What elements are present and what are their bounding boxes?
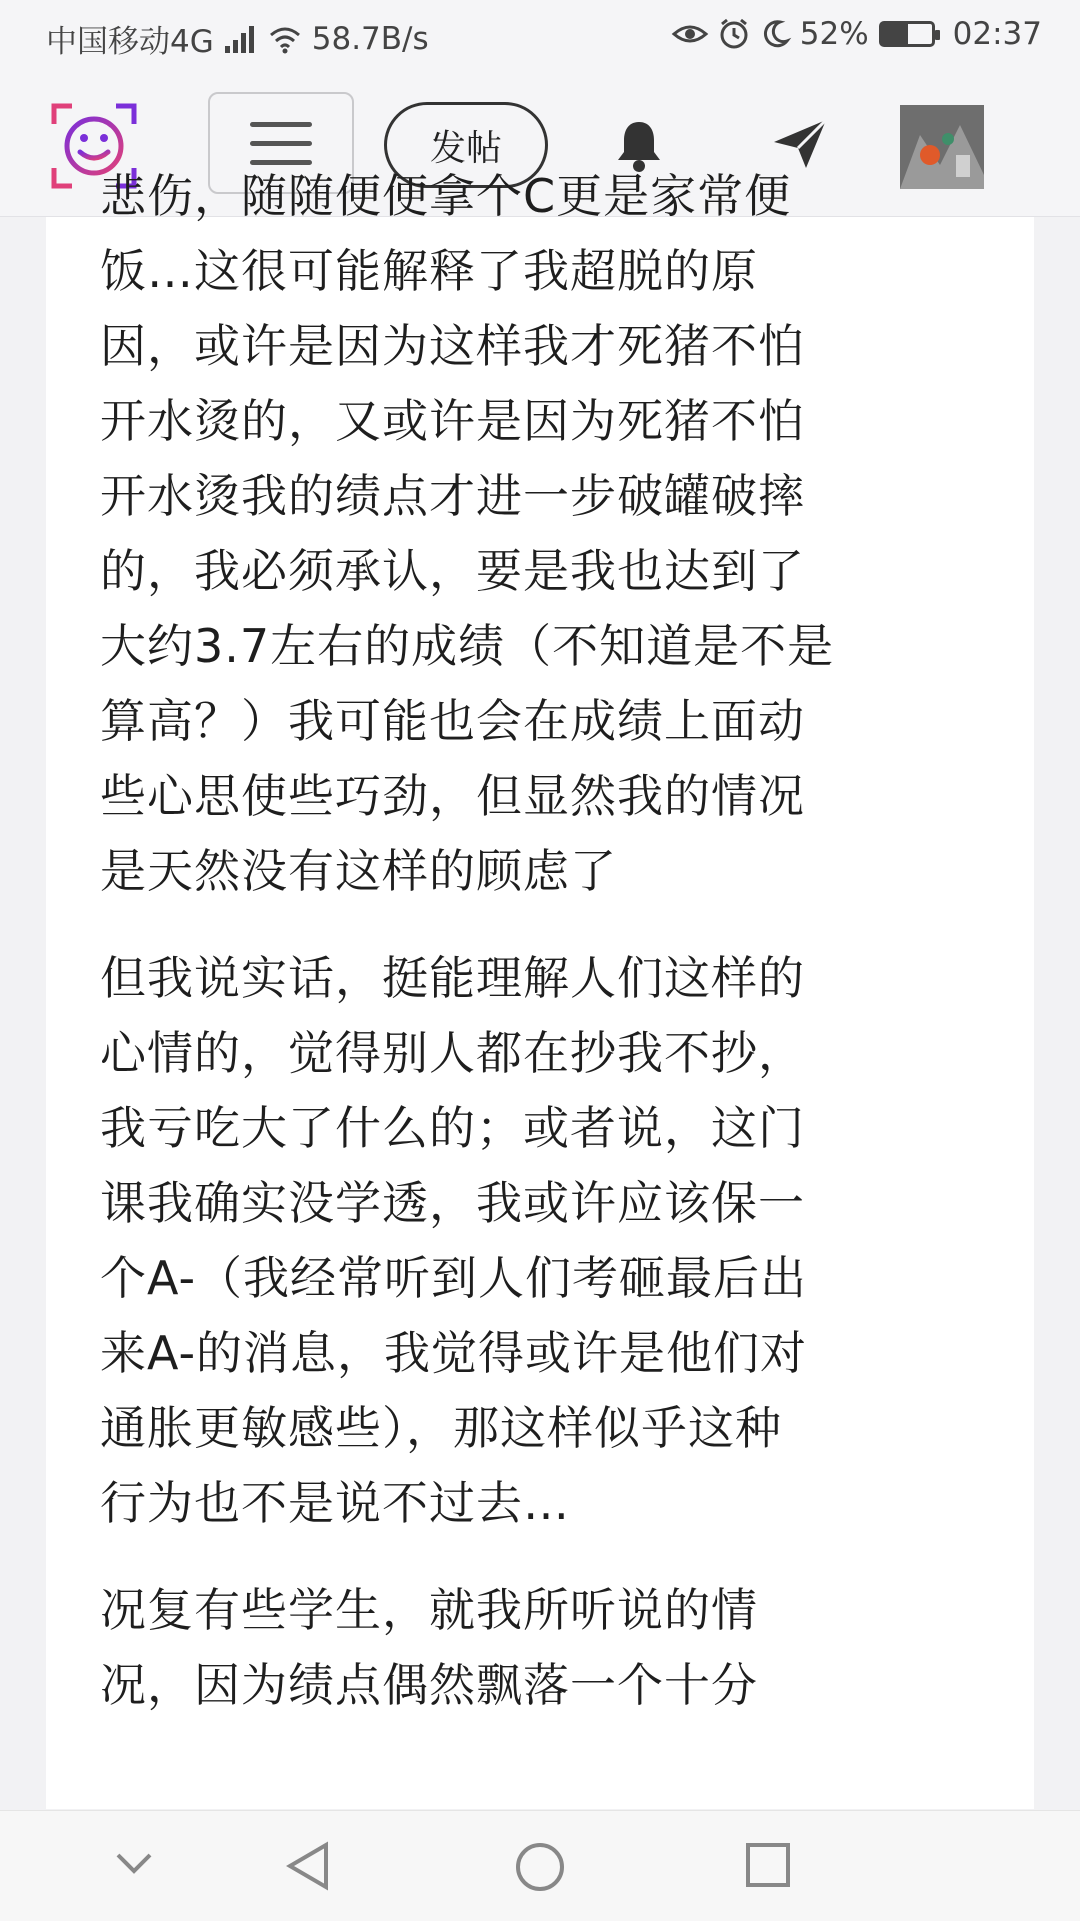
text-line: 况，因为绩点偶然飘落一个十分 [100, 1658, 758, 1712]
text-line: 开水烫的，又或许是因为死猪不怕 [100, 394, 805, 448]
text-line: 但我说实话，挺能理解人们这样的 [100, 951, 805, 1005]
net-speed: 58.7B/s [311, 20, 429, 57]
text-line: 开水烫我的绩点才进一步破罐破摔 [100, 469, 805, 523]
text-line: 课我确实没学透，我或许应该保一 [100, 1176, 805, 1230]
eye-icon [672, 20, 708, 48]
text-line: 行为也不是说不过去… [100, 1476, 570, 1530]
text-line: 心情的，觉得别人都在抄我不抄， [100, 1026, 805, 1080]
text-line: 大约3.7左右的成绩（不知道是不是 [100, 619, 835, 673]
home-circle-icon[interactable] [514, 1841, 566, 1897]
text-line: 的，我必须承认，要是我也达到了 [100, 544, 805, 598]
recents-square-icon[interactable] [744, 1841, 792, 1893]
wifi-icon [268, 24, 302, 54]
text-line: 我亏吃大了什么的；或者说，这门 [100, 1101, 805, 1155]
signal-icon [224, 24, 258, 54]
text-line: 况复有些学生，就我所听说的情 [100, 1583, 758, 1637]
back-triangle-icon[interactable] [284, 1841, 332, 1895]
post-content [46, 169, 1034, 1809]
text-line: 是天然没有这样的顾虑了 [100, 844, 617, 898]
collapse-chevron-icon[interactable] [112, 1841, 156, 1889]
status-right [672, 16, 1042, 52]
system-nav-bar [0, 1810, 1080, 1921]
paragraph [100, 159, 930, 909]
text-line: 个A-（我经常听到人们考砸最后出 [100, 1251, 808, 1305]
paragraph [100, 941, 930, 1541]
text-line: 来A-的消息，我觉得或许是他们对 [100, 1326, 808, 1380]
text-line: 悲伤，随随便便拿个C更是家常便 [100, 169, 792, 223]
text-line: 些心思使些巧劲，但显然我的情况 [100, 769, 805, 823]
post-button[interactable]: 发帖 [384, 102, 548, 188]
paragraph [100, 1573, 930, 1723]
text-line: 算高？）我可能也会在成绩上面动 [100, 694, 805, 748]
text-line: 因，或许是因为这样我才死猪不怕 [100, 319, 805, 373]
battery-icon [879, 21, 935, 47]
battery-percent: 52% [799, 16, 869, 52]
alarm-icon [718, 18, 750, 50]
status-bar [0, 0, 1080, 72]
clock: 02:37 [952, 16, 1042, 52]
battery-level [882, 24, 908, 44]
post-body [100, 159, 930, 1755]
text-line: 通胀更敏感些），那这样似乎这种 [100, 1401, 782, 1455]
text-line: 饭…这很可能解释了我超脱的原 [100, 244, 758, 298]
carrier-label: 中国移动4G [46, 24, 214, 60]
status-left [46, 16, 429, 61]
moon-icon [760, 19, 790, 49]
